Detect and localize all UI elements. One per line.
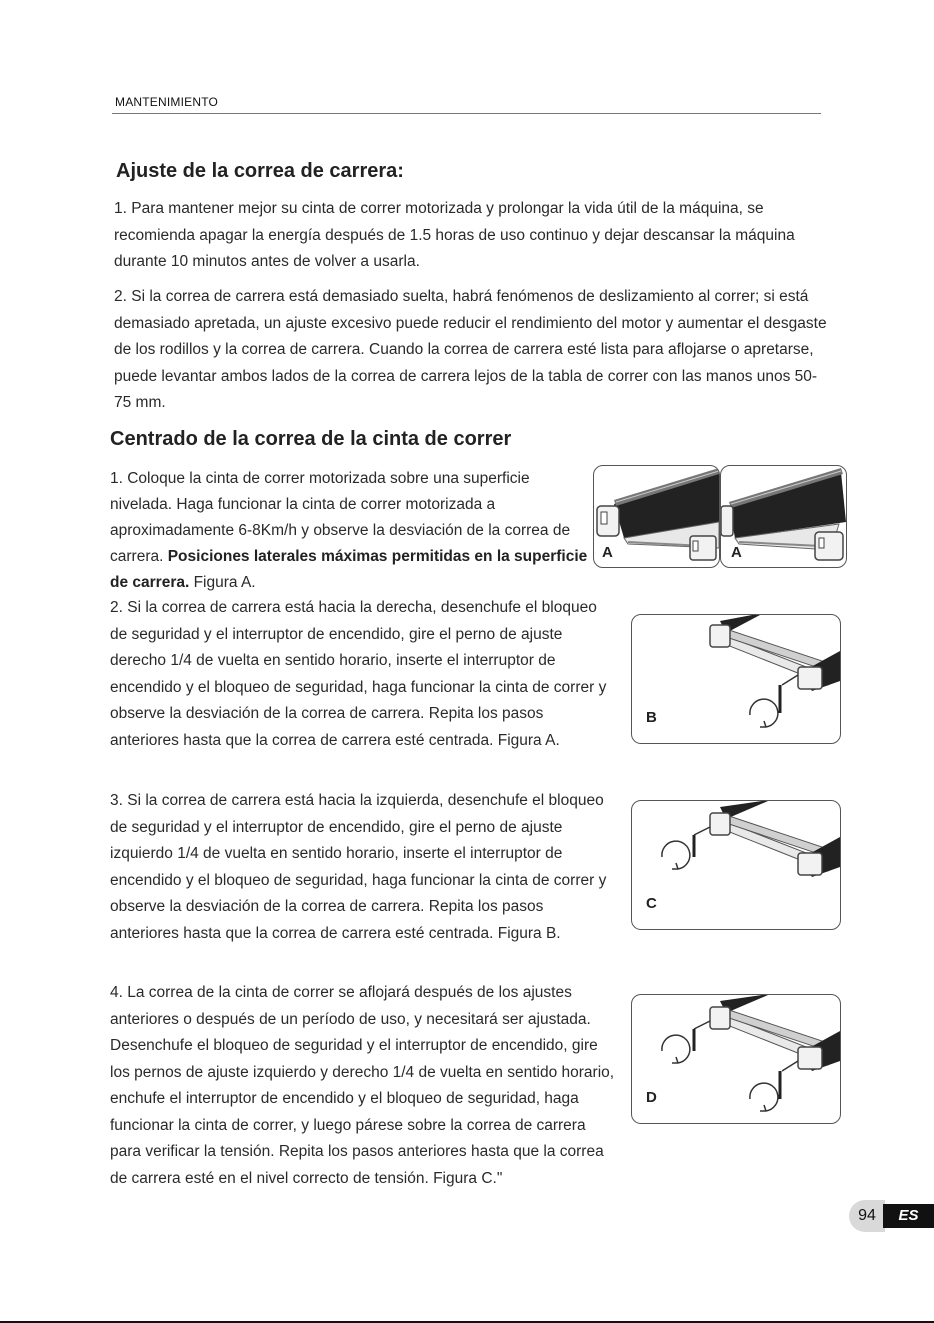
figure-a-label-2: A [731,544,742,561]
figure-b-label: B [646,709,657,726]
adjust-paragraph-2: 2. Si la correa de carrera está demasiado suelta, habrá fenómenos de deslizamiento al correr; si está demasiado apretada, un ajuste excesivo puede reducir el rendimiento del motor y aumentar el desgaste de los rodillos y la correa de carrera. Cuando la correa de carrera esté lista para aflojarse o apretarse, puede levantar ambos lados de la correa de carrera lejos de la tabla de correr con las manos unos 50-75 mm. [114,288,827,411]
step-1-text: 1. Coloque la cinta de correr motorizada sobre una superficie nivelada. Haga funcionar la cinta de correr motorizada a aproximadamente 6-8Km/h y observe la desviación de la correa de carrera. [110,470,571,565]
step-1-tail: Figura A. [189,574,256,591]
adjust-title: Ajuste de la correa de carrera: [116,160,404,182]
centering-step-3: 3. Si la correa de carrera está hacia la izquierda, desenchufe el bloqueo de seguridad y el interruptor de encendido, gire el perno de ajuste izquierdo 1/4 de vuelta en sentido horario, inserte el interruptor de encendido y el bloqueo de seguridad, haga funcionar la cinta de correr y observe la desviación de la correa de carrera. Repita los pasos anteriores hasta que la correa de carrera esté centrada. Figura B. [110,792,607,942]
centering-step-2: 2. Si la correa de carrera está hacia la derecha, desenchufe el bloqueo de seguridad y el interruptor de encendido, gire el perno de ajuste derecho 1/4 de vuelta en sentido horario, inserte el interruptor de encendido y el bloqueo de seguridad, haga funcionar la cinta de correr y observe la desviación de la correa de carrera. Repita los pasos anteriores hasta que la correa de carrera esté centrada. Figura A. [110,599,607,749]
figure-d [631,994,841,1124]
centering-step-1 [110,466,595,596]
adjust-paragraph-1: 1. Para mantener mejor su cinta de correr motorizada y prolongar la vida útil de la máquina, se recomienda apagar la energía después de 1.5 horas de uso continuo y dejar descansar la máquina durante 10 minutos antes de volver a usarla. [114,200,795,270]
treadmill-both-bolts-illustration [632,995,840,1123]
centering-title: Centrado de la correa de la cinta de correr [110,428,512,450]
figure-c [631,800,841,930]
page-number: 94 [849,1200,885,1232]
section-header: MANTENIMIENTO [115,95,219,109]
header-rule [112,113,821,114]
centering-step-4: 4. La correa de la cinta de correr se aflojará después de los ajustes anteriores o después de un período de uso, y necesitará ser ajustada. Desenchufe el bloqueo de seguridad y el interruptor de encendido, gire los pernos de ajuste izquierdo y derecho 1/4 de vuelta en sentido horario, enchufe el interruptor de encendido y el bloqueo de seguridad, haga funcionar la cinta de correr, y luego párese sobre la correa de carrera para verificar la tensión. Repita los pasos anteriores hasta que la correa de carrera esté en el nivel correcto de tensión. Figura C." [110,984,615,1187]
figure-a-left [593,465,720,568]
figure-b [631,614,841,744]
figure-a-right [720,465,847,568]
treadmill-left-bolt-illustration [632,801,840,929]
figure-d-label: D [646,1089,657,1106]
figure-a-label-1: A [602,544,613,561]
step-1-bold: Posiciones laterales máximas permitidas en la superficie de carrera. [110,548,588,591]
treadmill-right-bolt-illustration [632,615,840,743]
language-tab: ES [883,1204,934,1228]
figure-c-label: C [646,895,657,912]
